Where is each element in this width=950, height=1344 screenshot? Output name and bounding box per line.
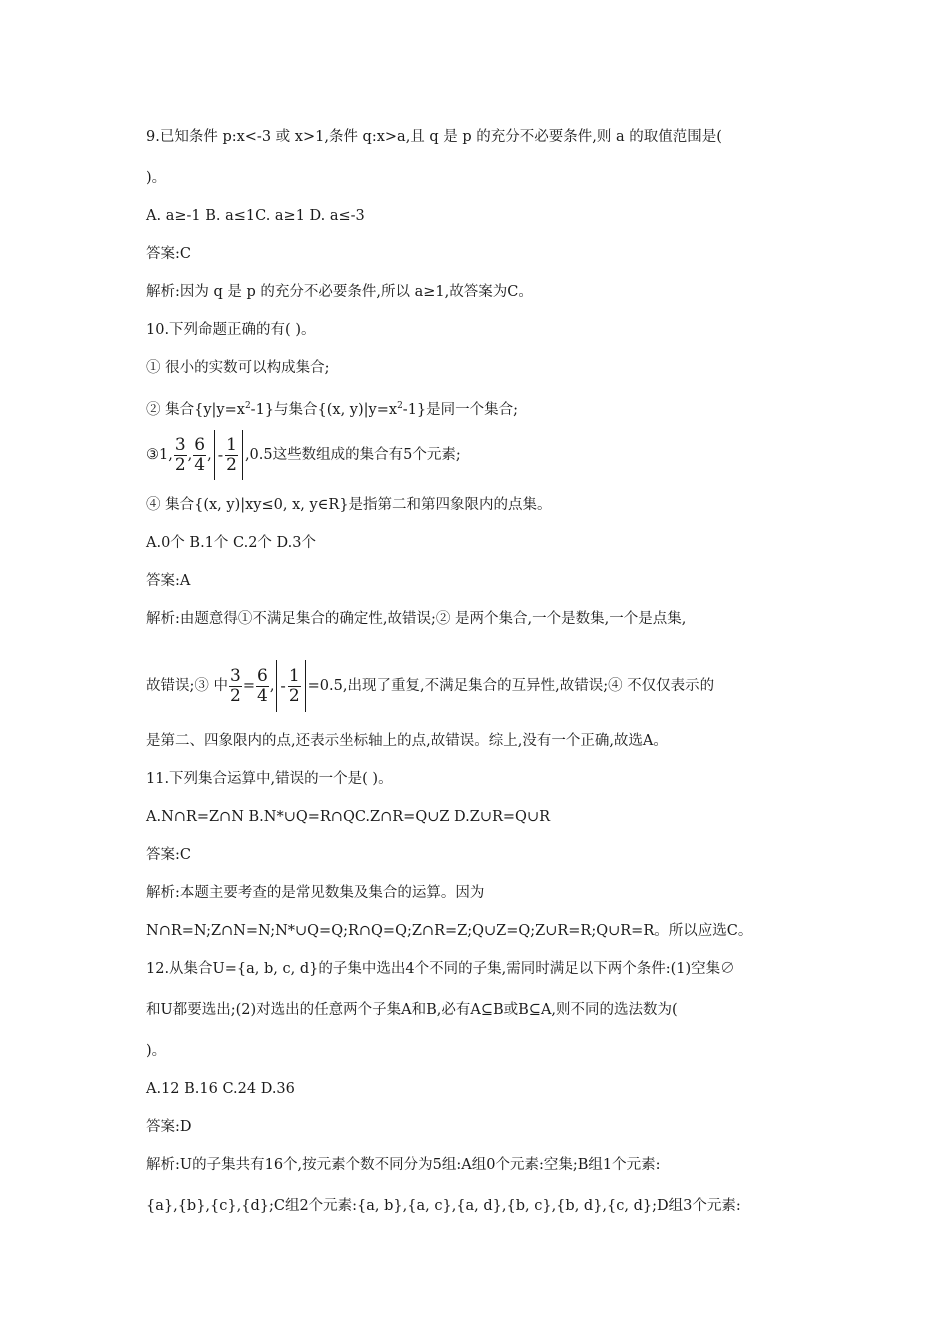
q12-answer: 答案:D [146,1119,192,1135]
q10-statement-3: ③1, $\frac{3}{2}$ , $\frac{6}{4}$ , - $\frac{1}{2}$ ,0.5这些数组成的集合有5个元素; [146,430,461,480]
q11-options: A.N∩R=Z∩N B.N*∪Q=R∩QC.Z∩R=Q∪Z D.Z∪R=Q∪R [146,809,551,825]
q11-answer: 答案:C [146,847,191,863]
q10-stem: 10.下列命题正确的有( )。 [146,322,316,338]
q10-answer: 答案:A [146,573,191,589]
q10-statement-4: ④ 集合{(x, y)|xy≤0, x, y∈R}是指第二和第四象限内的点集。 [146,497,552,513]
q12-stem-line3: )。 [146,1043,167,1059]
q9-stem-line2: )。 [146,170,167,186]
q9-stem-line1: 9.已知条件 p:x<-3 或 x>1,条件 q:x>a,且 q 是 p 的充分不必要条件,则 a 的取值范围是( [146,129,722,145]
q10-statement-2: ② 集合$\{y|y=x^2-1\}$与集合{(x, $y)|y=x^2-1$}是同一个集合; [146,401,519,418]
absolute-value: - $\frac{1}{2}$ [214,430,243,480]
q10-options: A.0个 B.1个 C.2个 D.3个 [146,535,316,551]
q9-answer: 答案:C [146,246,191,262]
fraction-3-2: $\frac{3}{2}$ [174,434,186,475]
q11-analysis-line2: N∩R=N;Z∩N=N;N*∪Q=Q;R∩Q=Q;Z∩R=Z;Q∪Z=Q;Z∪R=R;Q∪R=R。所以应选C。 [146,923,753,939]
q12-stem-line1: 12.从集合U={a, b, c, d}的子集中选出4个不同的子集,需同时满足以下两个条件:(1)空集∅ [146,961,735,977]
q10-analysis-line1: 解析:由题意得①不满足集合的确定性,故错误;② 是两个集合,一个是数集,一个是点集, [146,611,687,627]
q11-analysis-line1: 解析:本题主要考查的是常见数集及集合的运算。因为 [146,885,485,901]
q9-options: A. a≥-1 B. a≤1C. a≥1 D. a≤-3 [146,208,365,224]
q12-analysis-line2: {a},{b},{c},{d};C组2个元素:{a, b},{a, c},{a, d},{b, c},{b, d},{c, d};D组3个元素: [146,1198,741,1214]
q12-analysis-line1: 解析:U的子集共有16个,按元素个数不同分为5组:A组0个元素:空集;B组1个元素: [146,1157,661,1173]
q10-analysis-line2: 故错误;③ 中 $\frac{3}{2}$ = $\frac{6}{4}$ , - $\frac{1}{2}$ =0.5,出现了重复,不满足集合的互异性,故错误;④ 不仅仅表示的 [146,660,714,712]
q10-statement-1: ① 很小的实数可以构成集合; [146,360,330,376]
fraction-6-4: $\frac{6}{4}$ [194,434,206,475]
q11-stem: 11.下列集合运算中,错误的一个是( )。 [146,771,393,787]
q12-stem-line2: 和U都要选出;(2)对选出的任意两个子集A和B,必有A⊆B或B⊆A,则不同的选法数为( [146,1002,678,1018]
q9-analysis: 解析:因为 q 是 p 的充分不必要条件,所以 a≥1,故答案为C。 [146,284,533,300]
q12-options: A.12 B.16 C.24 D.36 [146,1081,295,1097]
q10-analysis-line3: 是第二、四象限内的点,还表示坐标轴上的点,故错误。综上,没有一个正确,故选A。 [146,733,668,749]
